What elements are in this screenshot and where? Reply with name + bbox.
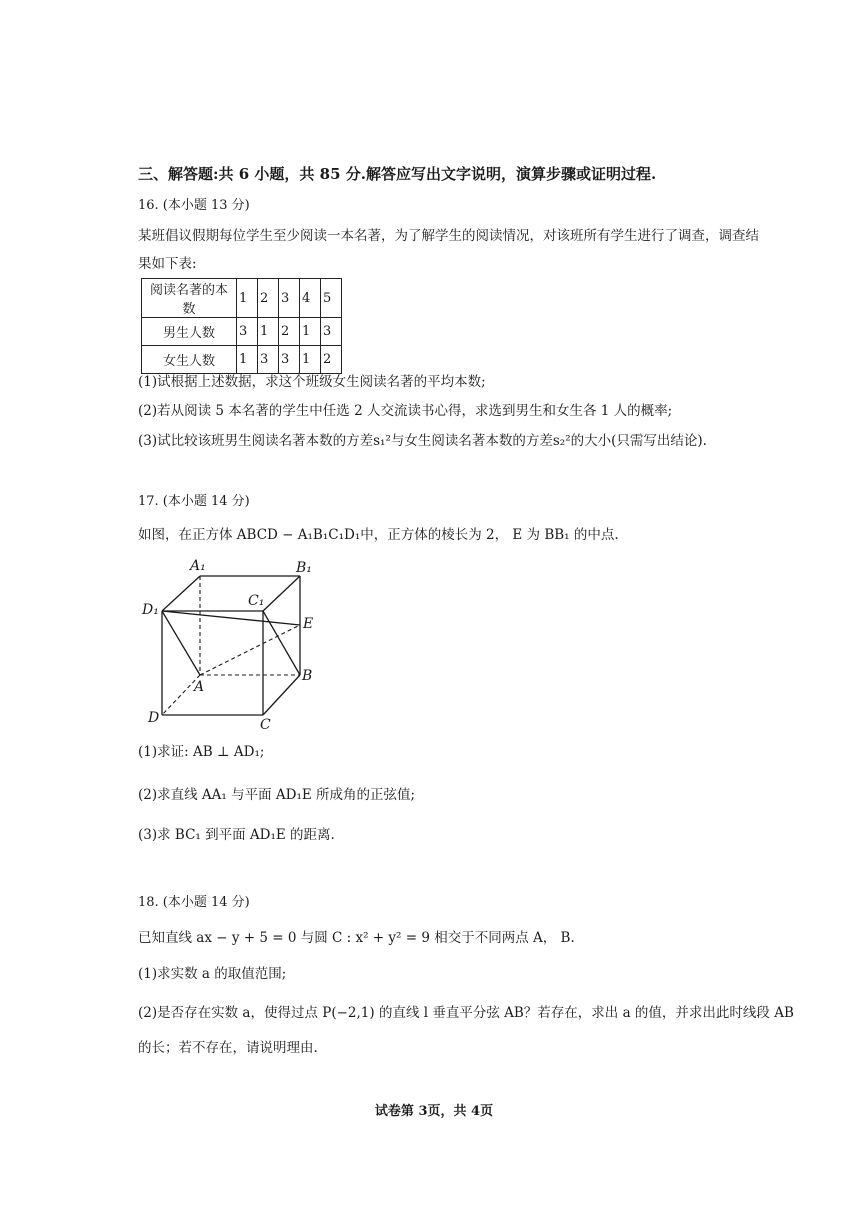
- table-cell: 1: [300, 318, 321, 346]
- label-a: A: [194, 679, 205, 695]
- label-c1: C₁: [248, 593, 265, 609]
- problem-17-q3: (3)求 BC₁ 到平面 AD₁E 的距离.: [138, 827, 335, 843]
- problem-18-intro: 已知直线 ax − y + 5 = 0 与圆 C : x² + y² = 9 相交于不同两点 A， B.: [138, 930, 575, 946]
- problem-17-q2: (2)求直线 AA₁ 与平面 AD₁E 所成角的正弦值;: [138, 787, 416, 803]
- table-cell: 3: [237, 318, 258, 346]
- problem-17-intro: 如图，在正方体 ABCD − A₁B₁C₁D₁中，正方体的棱长为 2， E 为 BB₁ 的中点.: [138, 527, 619, 543]
- label-b: B: [302, 668, 313, 684]
- problem-16-intro-line2: 果如下表:: [138, 256, 197, 272]
- table-header-cell: 1: [237, 279, 258, 318]
- label-d1: D₁: [142, 602, 159, 618]
- problem-16-q2: (2)若从阅读 5 本名著的学生中任选 2 人交流读书心得，求选到男生和女生各 1 人的概率;: [138, 403, 673, 419]
- label-b1: B₁: [296, 560, 312, 576]
- problem-16-heading: 16. (本小题 13 分): [138, 198, 250, 213]
- label-d: D: [148, 710, 160, 726]
- table-header-label: 阅读名著的本数: [142, 279, 237, 318]
- table-cell: 2: [279, 318, 300, 346]
- label-a1: A₁: [190, 558, 206, 574]
- problem-17-heading: 17. (本小题 14 分): [138, 494, 250, 509]
- table-row-label: 男生人数: [142, 318, 237, 346]
- table-header-cell: 2: [258, 279, 279, 318]
- edge-b1c1: [263, 576, 300, 611]
- problem-18-q2-line2: 的长；若不存在，请说明理由.: [138, 1040, 318, 1056]
- segment-d1a: [162, 611, 200, 675]
- edge-bc: [263, 675, 300, 715]
- label-c: C: [260, 717, 271, 733]
- table-header-row: [142, 279, 342, 318]
- table-cell: 1: [300, 346, 321, 374]
- table-cell: 1: [237, 346, 258, 374]
- table-row-label: 女生人数: [142, 346, 237, 374]
- label-e: E: [303, 616, 314, 632]
- page-footer: 试卷第 3页，共 4页: [374, 1104, 494, 1119]
- reading-table: [141, 278, 342, 374]
- table-cell: 1: [258, 318, 279, 346]
- segment-d1e: [162, 611, 300, 625]
- table-header-cell: 5: [321, 279, 342, 318]
- segment-c1b: [263, 611, 300, 675]
- edge-d1a1: [162, 576, 200, 611]
- problem-16-intro-line1: 某班倡议假期每位学生至少阅读一本名著，为了解学生的阅读情况，对该班所有学生进行了调查，调查结: [138, 228, 759, 244]
- problem-18-q1: (1)求实数 a 的取值范围;: [138, 966, 287, 982]
- table-cell: 3: [279, 346, 300, 374]
- section-title: 三、解答题:共 6 小题，共 85 分.解答应写出文字说明，演算步骤或证明过程.: [138, 165, 657, 183]
- table-row-boys: [142, 318, 342, 346]
- table-cell: 3: [258, 346, 279, 374]
- table-header-cell: 3: [279, 279, 300, 318]
- table-cell: 3: [321, 318, 342, 346]
- problem-16-q1: (1)试根据上述数据，求这个班级女生阅读名著的平均本数;: [138, 374, 486, 390]
- problem-17-q1: (1)求证: AB ⊥ AD₁;: [138, 744, 265, 760]
- cube-diagram: [138, 550, 338, 735]
- problem-18-heading: 18. (本小题 14 分): [138, 895, 250, 910]
- problem-16-q3: (3)试比较该班男生阅读名著本数的方差s₁²与女生阅读名著本数的方差s₂²的大小(只需写出结论).: [138, 433, 707, 449]
- table-row-girls: [142, 346, 342, 374]
- problem-18-q2-line1: (2)是否存在实数 a，使得过点 P(−2,1) 的直线 l 垂直平分弦 AB？若存在，求出 a 的值，并求出此时线段 AB: [138, 1005, 794, 1021]
- table-header-cell: 4: [300, 279, 321, 318]
- table-cell: 2: [321, 346, 342, 374]
